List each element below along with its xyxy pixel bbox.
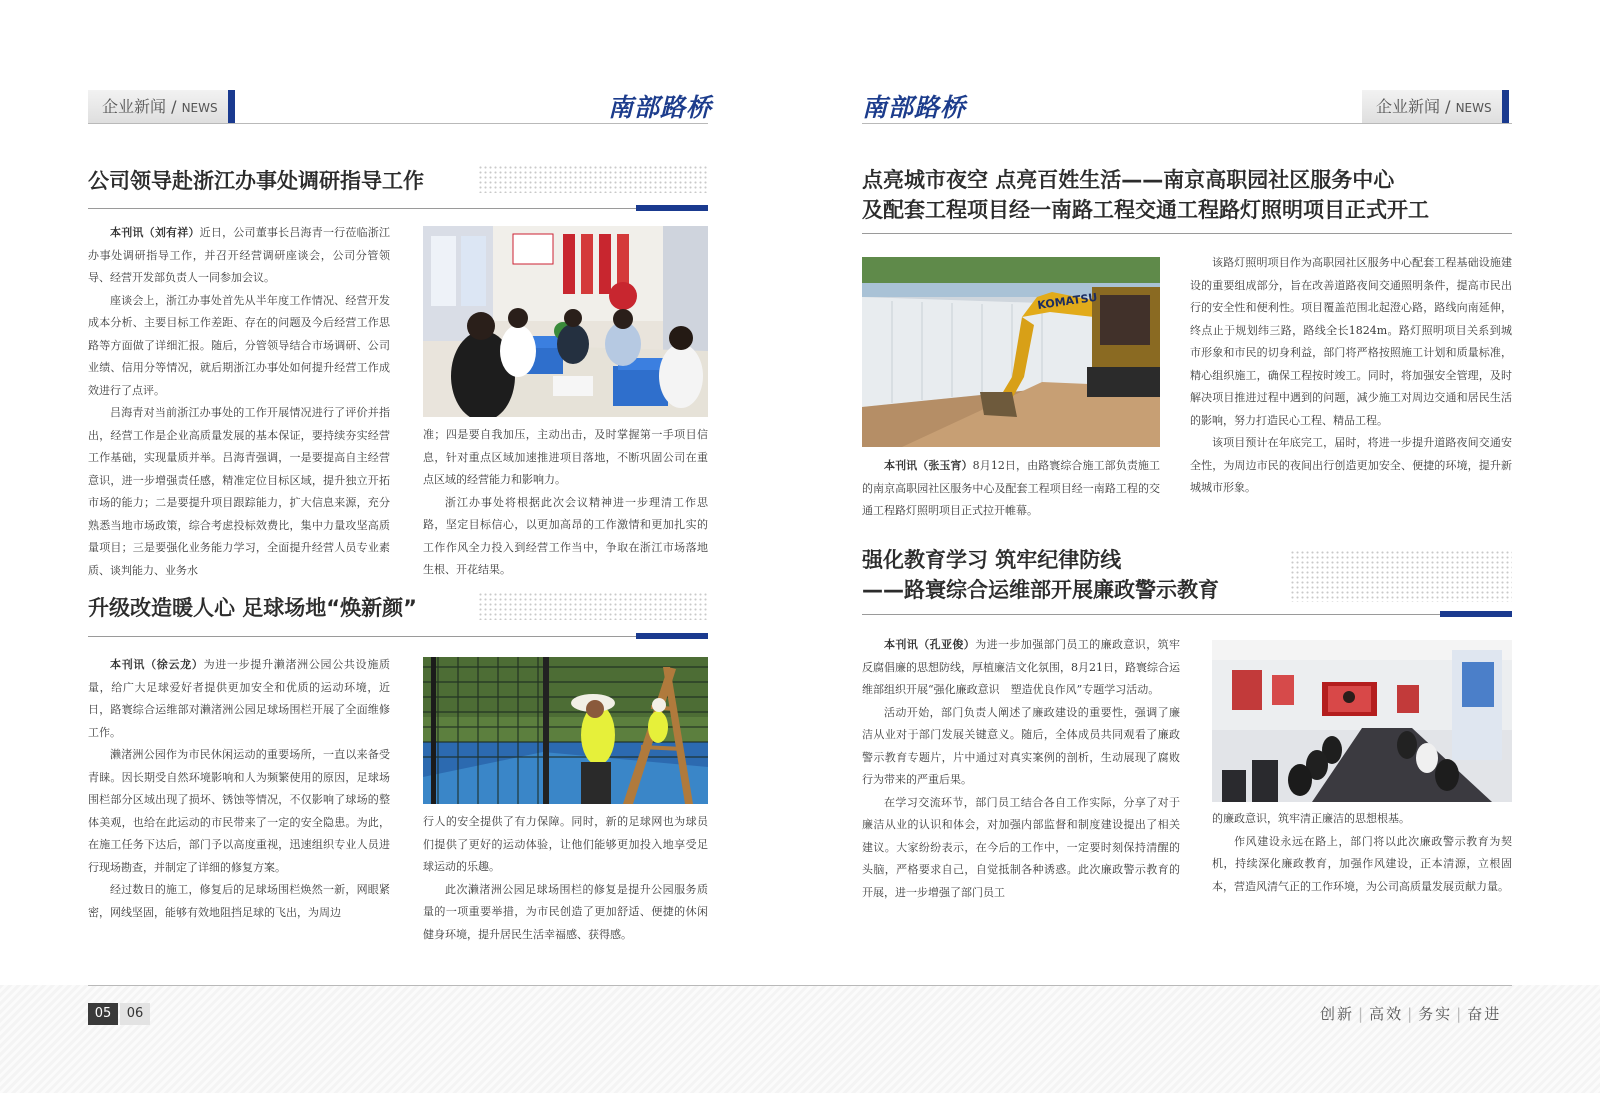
section-tag-en: NEWS xyxy=(1455,101,1492,115)
article-byline: 本刊讯（刘有祥） xyxy=(110,226,200,239)
excavator-brand-text: KOMATSU xyxy=(1036,290,1099,312)
title-dot-pattern xyxy=(1290,550,1512,602)
title-rule xyxy=(88,208,708,209)
footer-divider xyxy=(88,985,1512,986)
title-rule xyxy=(862,233,1512,234)
article-byline: 本刊讯（张玉宵） xyxy=(884,459,973,472)
section-tag-label: 企业新闻 xyxy=(1376,97,1441,116)
title-accent-bar xyxy=(1440,611,1512,617)
brand-logo-right: 南部路桥 xyxy=(862,93,967,122)
title-dot-pattern xyxy=(478,592,708,620)
excavator-photo xyxy=(862,257,1160,447)
article-body-col2: 该路灯照明项目作为高职园社区服务中心配套工程基础设施建设的重要组成部分，旨在改善道路夜间交通照明条件，提高市民出行的安全性和便利性。项目覆盖范围北起澄心路，路线向南延伸，终点止于规划纬三路，路线全长1824m。路灯照明项目关系到城市形象和市民的切身利益，部门将严格按照施工计划和质量标准，精心组织施工，确保工程按时竣工。同时，将加强安全管理，及时解决项目推进过程中遇到的问题，减少施工对周边交通和居民生活的影响，努力打造民心工程、精品工程。 该项目预计在年底完工，届时，将进一步提升道路夜间交通安全性，为周边市民的夜间出行创造更加安全、便捷的环境，提升新城城市形象。 xyxy=(1190,256,1512,494)
fence-repair-photo xyxy=(423,657,708,804)
header-divider-right xyxy=(862,123,1512,124)
title-rule xyxy=(862,614,1512,615)
section-tag-right: 企业新闻 / NEWS xyxy=(1362,90,1509,124)
article-title: 公司领导赴浙江办事处调研指导工作 xyxy=(88,169,424,193)
article-body-col2: 准；四是要自我加压，主动出击，及时掌握第一手项目信息，针对重点区域加速推进项目落地，不断巩固公司在重点区域的经营能力和影响力。 浙江办事处将根据此次会议精神进一步理清工作思路，坚定目标信心，以更加高昂的工作激情和更加扎实的工作作风全力投入到经营工作当中，争取在浙江市场落地生根、开花结果。 xyxy=(423,428,708,576)
meeting-room-photo xyxy=(1212,640,1512,802)
article-body-col2: 的廉政意识，筑牢清正廉洁的思想根基。 作风建设永远在路上，部门将以此次廉政警示教育为契机，持续深化廉政教育，加强作风建设，正本清源，立根固本，营造风清气正的工作环境，为公司高质量发展贡献力量。 xyxy=(1212,812,1512,893)
article-body-col1: 本刊讯（孔亚俊）为进一步加强部门员工的廉政意识，筑牢反腐倡廉的思想防线，厚植廉洁文化氛围，8月21日，路寰综合运维部组织开展“强化廉政意识 塑造优良作风”专题学习活动。 活动开始，部门负责人阐述了廉政建设的重要性，强调了廉洁从业对于部门发展关键意义。随后，全体成员共同观看了廉政警示教育专题片，片中通过对真实案例的剖析，生动展现了腐败行为带来的严重后果。 在学习交流环节，部门员工结合各自工作实际，分享了对于廉洁从业的认识和体会，对加强内部监督和制度建设提出了相关建议。大家纷纷表示，在今后的工作中，一定要时刻保持清醒的头脑，严格要求自己，自觉抵制各种诱惑。此次廉政警示教育的开展，进一步增强了部门员工 xyxy=(862,638,1180,899)
title-rule xyxy=(88,636,708,637)
section-tag-en: NEWS xyxy=(181,101,218,115)
title-accent-bar xyxy=(636,633,708,639)
page-number-left: 05 xyxy=(88,1003,118,1025)
meeting-photo xyxy=(423,226,708,417)
article-body-col1: 本刊讯（徐云龙）为进一步提升濑渚洲公园公共设施质量，给广大足球爱好者提供更加安全和优质的运动环境，近日，路寰综合运维部对濑渚洲公园足球场围栏开展了全面维修工作。 濑渚洲公园作为市民休闲运动的重要场所，一直以来备受青睐。因长期受自然环境影响和人为频繁使用的原因，足球场围栏部分区域出现了损坏、锈蚀等情况，不仅影响了球场的整体美观，也给在此运动的市民带来了一定的安全隐患。为此，在施工任务下达后，部门予以高度重视，迅速组织专业人员进行现场勘查，并制定了详细的修复方案。 经过数日的施工，修复后的足球场围栏焕然一新，网眼紧密，网线坚固，能够有效地阻挡足球的飞出，为周边 xyxy=(88,658,390,919)
article-title: 点亮城市夜空 点亮百姓生活——南京高职园社区服务中心 及配套工程项目经一南路工程交通工程路灯照明项目正式开工 xyxy=(862,168,1429,222)
article-body-col1: 本刊讯（刘有祥）近日，公司董事长吕海青一行莅临浙江办事处调研指导工作，并召开经营调研座谈会，公司分管领导、经营开发部负责人一同参加会议。 座谈会上，浙江办事处首先从半年度工作情况、经营开发成本分析、主要目标工作差距、存在的问题及今后经营工作思路等方面做了详细汇报。随后，分管领导结合市场调研、公司业绩、信用分等情况，就后期浙江办事处如何提升经营工作成效进行了点评。 吕海青对当前浙江办事处的工作开展情况进行了评价并指出，经营工作是企业高质量发展的基本保证，要持续夯实经营工作基础，实现量质并举。吕海青强调，一是要提高自主经营意识，进一步增强责任感，精准定位目标区域，提升独立开拓市场的能力；二是要提升项目跟踪能力，扩大信息来源，充分熟悉当地市场政策，综合考虑投标效费比，集中力量攻坚高质量项目；三是要强化业务能力学习，全面提升经营人员专业素质、谈判能力、业务水 xyxy=(88,226,390,577)
brand-logo-left: 南部路桥 xyxy=(608,93,713,122)
article-title: 升级改造暖人心 足球场地“焕新颜” xyxy=(88,596,417,620)
article-byline: 本刊讯（孔亚俊） xyxy=(884,638,976,651)
section-tag-label: 企业新闻 xyxy=(102,97,167,116)
title-dot-pattern xyxy=(478,165,708,193)
footer-band xyxy=(0,985,1600,1093)
article-title: 强化教育学习 筑牢纪律防线 ——路寰综合运维部开展廉政警示教育 xyxy=(862,548,1219,602)
header-divider-left xyxy=(88,123,708,124)
page-number-right: 06 xyxy=(120,1003,150,1025)
footer-slogan: 创新 | 高效 | 务实 | 奋进 xyxy=(1320,1005,1502,1023)
article-photo-caption: 本刊讯（张玉宵）8月12日，由路寰综合施工部负责施工的南京高职园社区服务中心及配套工程项目经一南路工程的交通工程路灯照明项目正式拉开帷幕。 xyxy=(862,459,1160,517)
title-accent-bar xyxy=(636,205,708,211)
article-byline: 本刊讯（徐云龙） xyxy=(110,658,204,671)
section-tag-left: 企业新闻 / NEWS xyxy=(88,90,235,124)
article-body-col2: 行人的安全提供了有力保障。同时，新的足球网也为球员们提供了更好的运动体验，让他们能够更加投入地享受足球运动的乐趣。 此次濑渚洲公园足球场围栏的修复是提升公园服务质量的一项重要举措，为市民创造了更加舒适、便捷的休闲健身环境，提升居民生活幸福感、获得感。 xyxy=(423,815,708,941)
